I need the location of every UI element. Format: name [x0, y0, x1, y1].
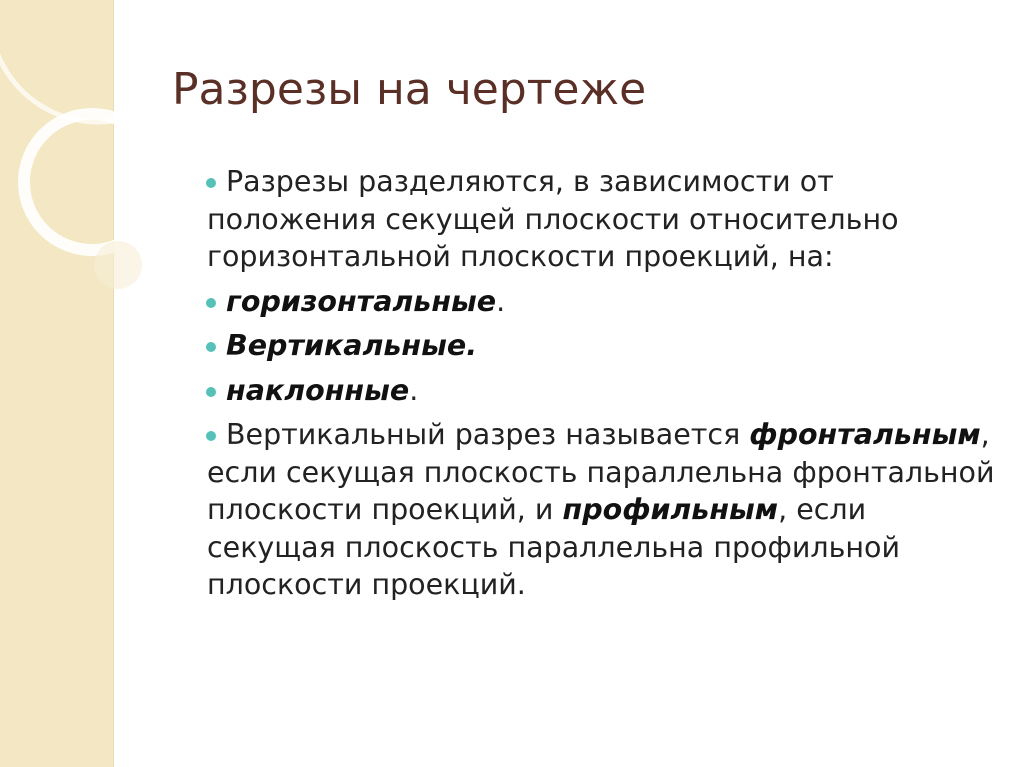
- definition-text-part-2: , если секущая плоскость параллельна фронтальной плоскости проекций, и: [207, 418, 995, 526]
- term-vertical: Вертикальные.: [226, 329, 478, 362]
- bullet-text: Разрезы разделяются, в зависимости от положения секущей плоскости относительно горизонтальной плоскости проекций, на:: [207, 165, 899, 273]
- decorative-ring-medium: [24, 114, 160, 250]
- decorative-dot: [94, 241, 142, 289]
- bullet-list: [207, 163, 997, 611]
- bullet-item-definition: [207, 416, 997, 604]
- bullet-suffix: .: [409, 373, 419, 407]
- bullet-item-inclined: [207, 372, 997, 410]
- definition-text-part-1: Вертикальный разрез называется: [226, 418, 750, 451]
- bullet-suffix: .: [496, 284, 506, 318]
- bullet-dot-icon: [206, 298, 216, 308]
- bullet-dot-icon: [206, 342, 216, 352]
- term-frontal: фронтальным: [749, 418, 981, 451]
- bullet-dot-icon: [206, 431, 216, 441]
- term-inclined: наклонные: [226, 373, 410, 407]
- bullet-dot-icon: [206, 178, 216, 188]
- bullet-dot-icon: [206, 387, 216, 397]
- decorative-rings: [0, 0, 160, 330]
- decorative-ring-large: [0, 0, 160, 122]
- term-horizontal: горизонтальные: [226, 284, 497, 318]
- bullet-item-horizontal: [207, 283, 997, 321]
- slide-title: Разрезы на чертеже: [172, 64, 647, 115]
- bullet-item-intro: [207, 163, 997, 276]
- bullet-item-vertical: [207, 327, 997, 365]
- term-profile: профильным: [562, 493, 779, 526]
- definition-text-part-3: , если секущая плоскость параллельна профильной плоскости проекций.: [207, 493, 900, 601]
